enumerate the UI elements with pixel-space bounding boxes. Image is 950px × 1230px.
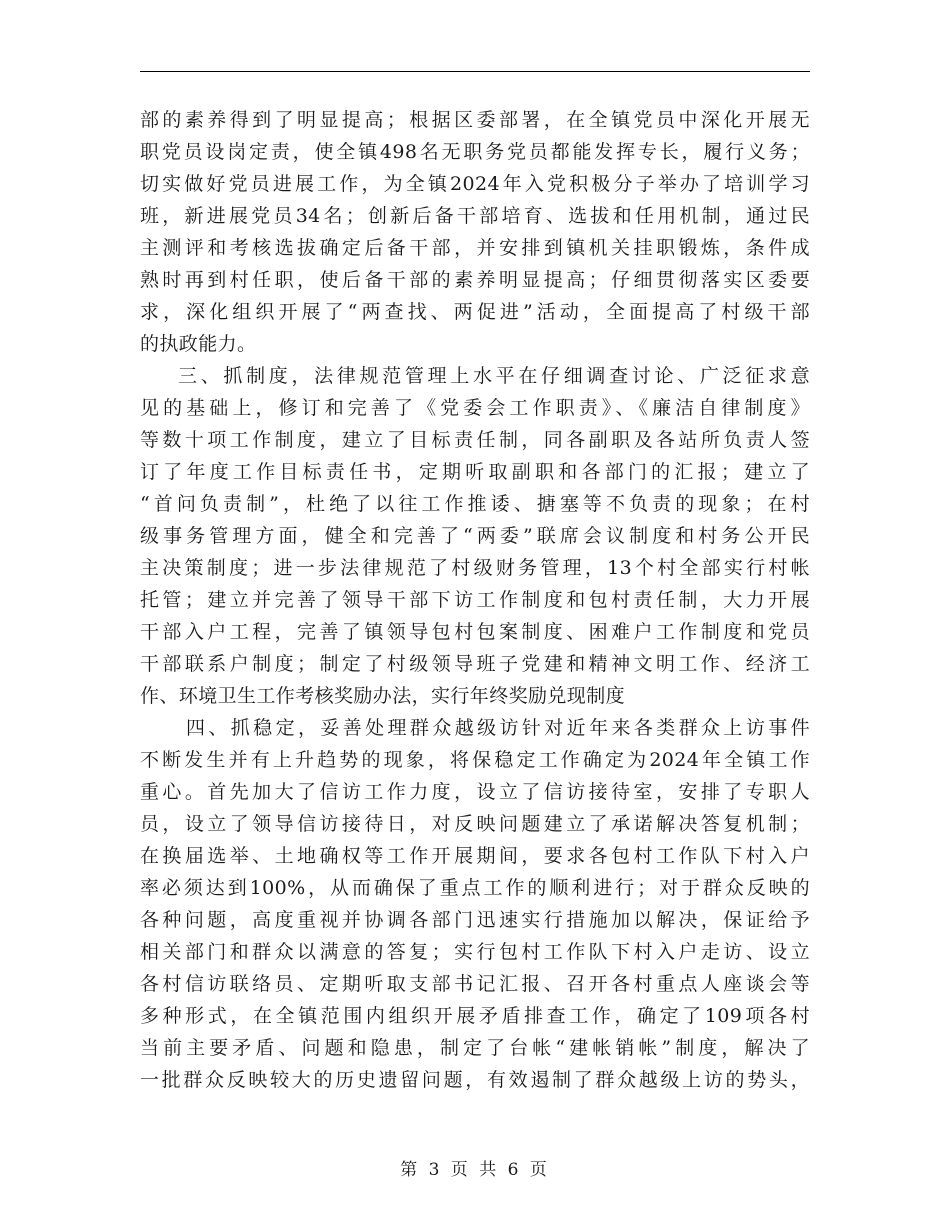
text-line: 职党员设岗定责，使全镇498名无职务党员都能发挥专长，履行义务； [140, 141, 810, 163]
text-line: 一批群众反映较大的历史遗留问题，有效遏制了群众越级上访的势头， [140, 1069, 810, 1091]
text-line: 主决策制度；进一步法律规范了村级财务管理，13个村全部实行村帐 [140, 557, 810, 579]
text-line: 的执政能力。 [140, 333, 257, 355]
text-line: 各村信访联络员、定期听取支部书记汇报、召开各村重点人座谈会等 [140, 973, 810, 995]
text-line: 等数十项工作制度，建立了目标责任制，同各副职及各站所负责人签 [140, 429, 810, 451]
text-line: 熟时再到村任职，使后备干部的素养明显提高；仔细贯彻落实区委要 [140, 269, 810, 291]
text-line: 干部联系户制度；制定了村级领导班子党建和精神文明工作、经济工 [140, 653, 810, 675]
header-rule [140, 71, 810, 72]
text-line: 不断发生并有上升趋势的现象，将保稳定工作确定为2024年全镇工作 [140, 749, 810, 771]
text-line: 率必须达到100%，从而确保了重点工作的顺利进行；对于群众反映的 [140, 877, 810, 899]
text-line: 作、环境卫生工作考核奖励办法，实行年终奖励兑现制度 [140, 685, 626, 707]
text-line: 级事务管理方面，健全和完善了“两委”联席会议制度和村务公开民 [140, 525, 810, 547]
page-number: 第 3 页 共 6 页 [400, 1160, 550, 1180]
text-line: 重心。首先加大了信访工作力度，设立了信访接待室，安排了专职人 [140, 781, 810, 803]
text-line: 相关部门和群众以满意的答复；实行包村工作队下村入户走访、设立 [140, 941, 810, 963]
paragraph-1 [140, 104, 810, 360]
paragraph-3 [140, 712, 810, 1096]
text-line: 在换届选举、土地确权等工作开展期间，要求各包村工作队下村入户 [140, 845, 810, 867]
text-line: 四、抓稳定，妥善处理群众越级访针对近年来各类群众上访事件 [186, 717, 810, 739]
text-line: 班，新进展党员34名；创新后备干部培育、选拔和任用机制，通过民 [140, 205, 810, 227]
text-line: 托管；建立并完善了领导干部下访工作制度和包村责任制，大力开展 [140, 589, 810, 611]
text-line: 当前主要矛盾、问题和隐患，制定了台帐“建帐销帐”制度，解决了 [140, 1037, 810, 1059]
text-line: 求，深化组织开展了“两查找、两促进”活动，全面提高了村级干部 [140, 301, 810, 323]
text-line: “首问负责制”，杜绝了以往工作推诿、搪塞等不负责的现象；在村 [140, 493, 810, 515]
paragraph-2 [140, 360, 810, 712]
text-line: 切实做好党员进展工作，为全镇2024年入党积极分子举办了培训学习 [140, 173, 810, 195]
text-line: 干部入户工程，完善了镇领导包村包案制度、困难户工作制度和党员 [140, 621, 810, 643]
text-line: 各种问题，高度重视并协调各部门迅速实行措施加以解决，保证给予 [140, 909, 810, 931]
text-line: 订了年度工作目标责任书，定期听取副职和各部门的汇报；建立了 [140, 461, 810, 483]
text-line: 部的素养得到了明显提高；根据区委部署，在全镇党员中深化开展无 [140, 109, 810, 131]
text-line: 见的基础上，修订和完善了《党委会工作职责》、《廉洁自律制度》 [140, 397, 810, 419]
document-body [140, 104, 810, 1096]
text-line: 员，设立了领导信访接待日，对反映问题建立了承诺解决答复机制； [140, 813, 810, 835]
text-line: 三、抓制度，法律规范管理上水平在仔细调查讨论、广泛征求意 [178, 365, 810, 387]
text-line: 多种形式，在全镇范围内组织开展矛盾排查工作，确定了109项各村 [140, 1005, 810, 1027]
text-line: 主测评和考核选拔确定后备干部，并安排到镇机关挂职锻炼，条件成 [140, 237, 810, 259]
